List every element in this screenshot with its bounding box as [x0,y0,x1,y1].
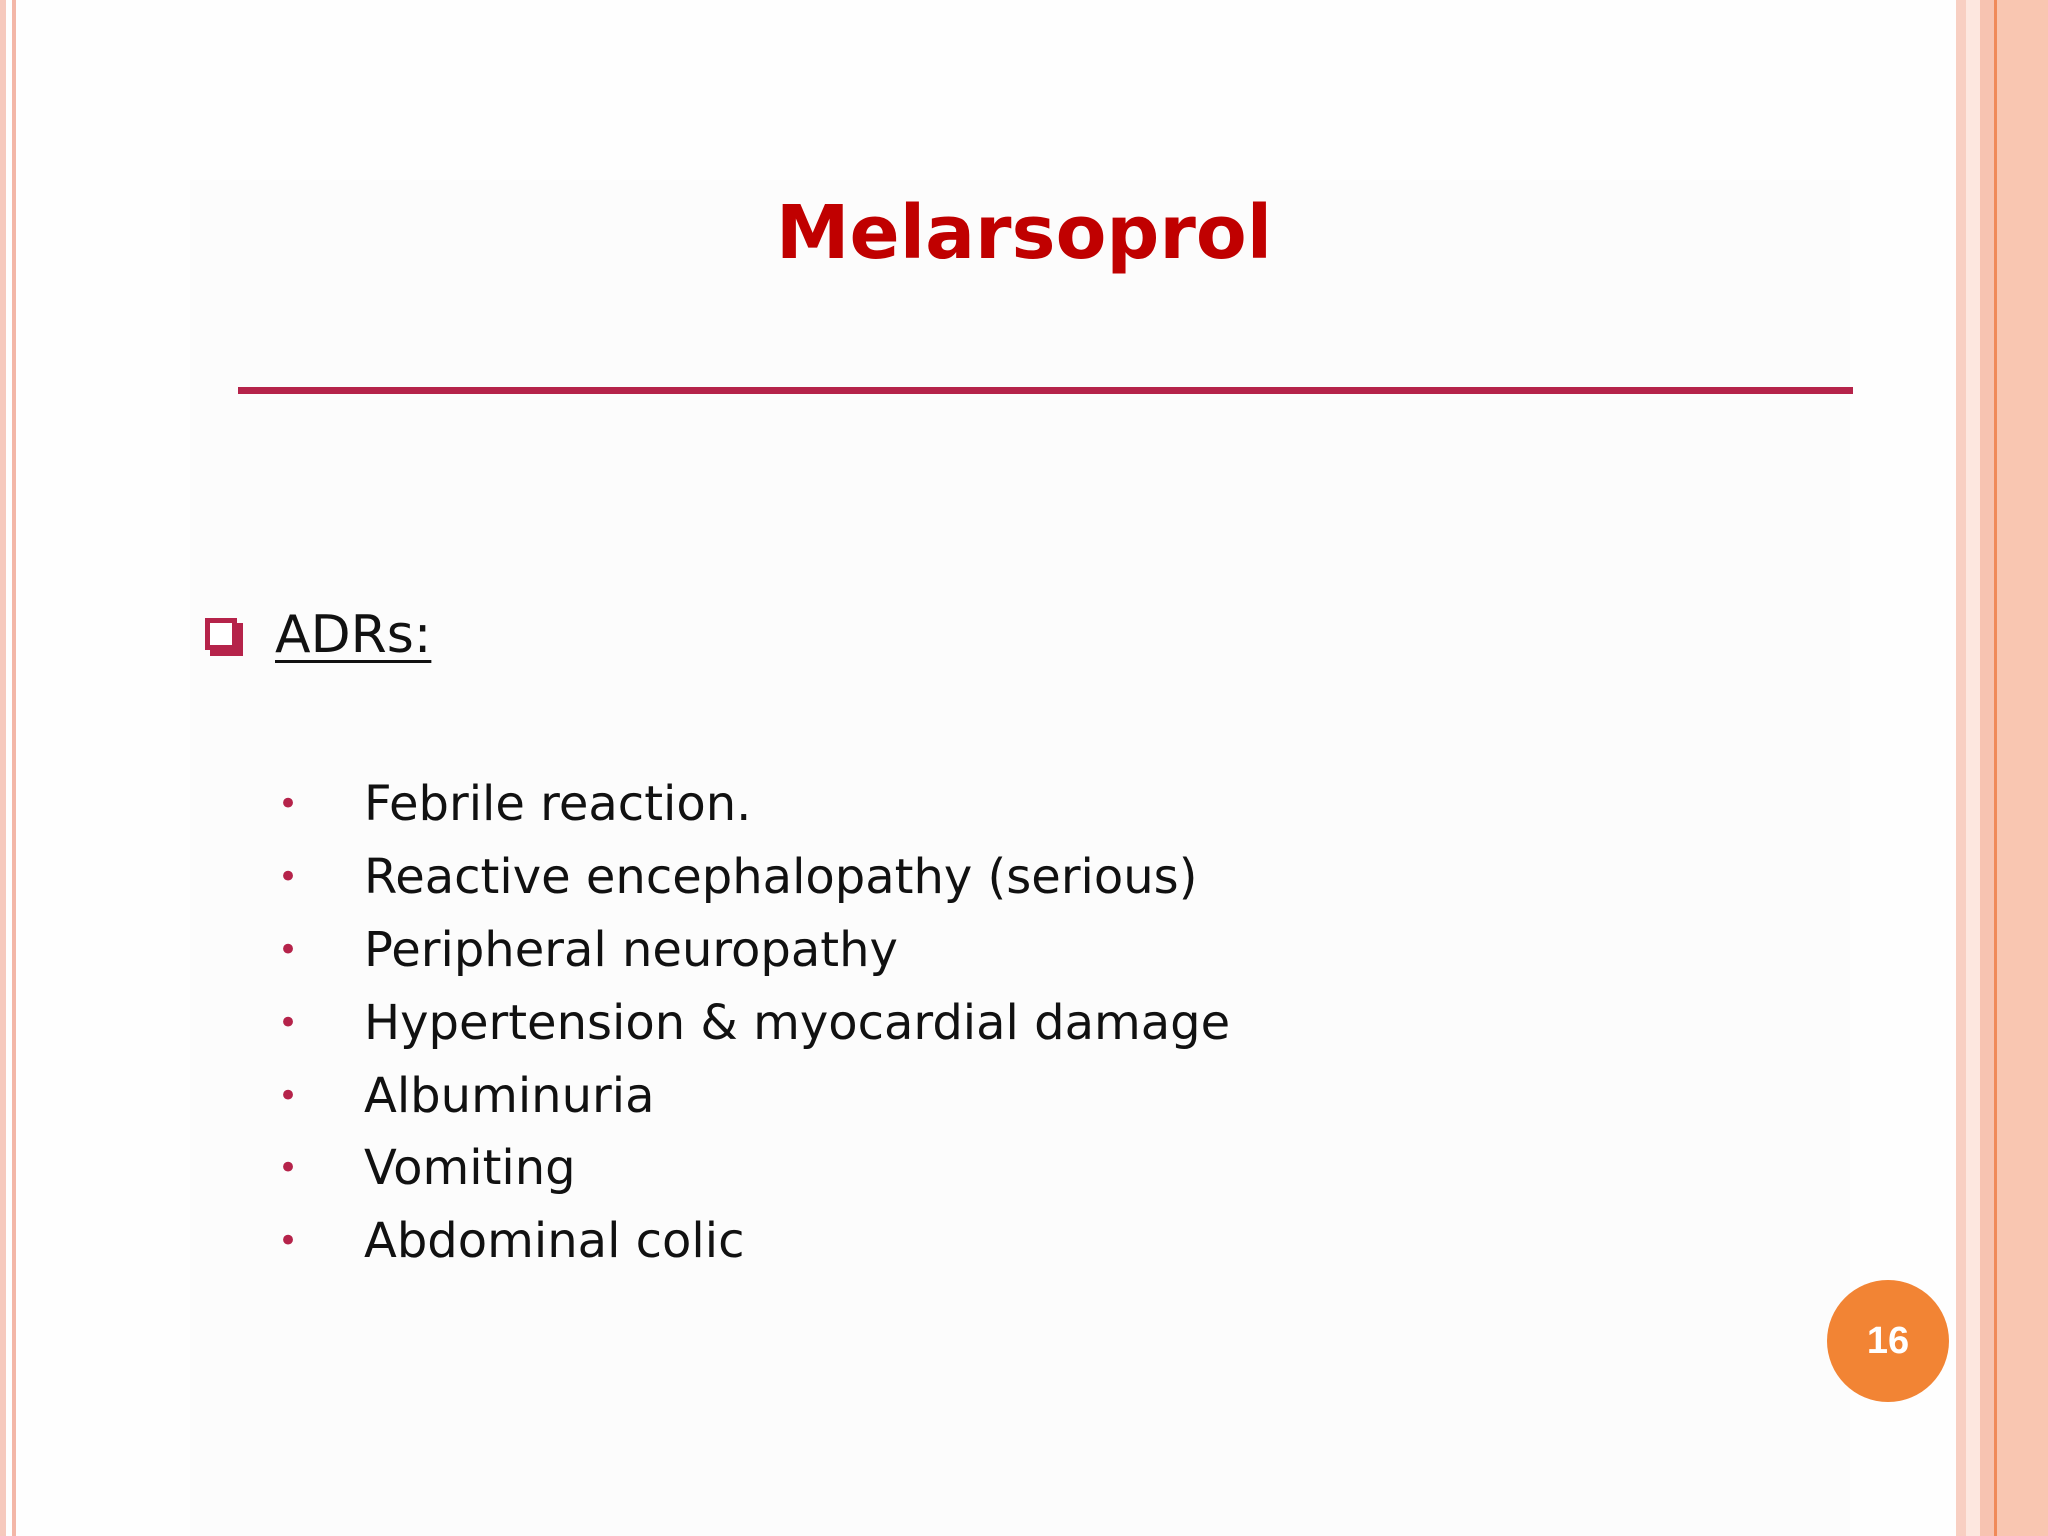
title-divider [238,387,1853,394]
checkbox-icon [205,618,239,652]
list-item-text: Albuminuria [364,1067,655,1124]
page-number: 16 [1866,1319,1910,1362]
bullet-dot-icon: • [278,784,299,825]
list-item-text: Peripheral neuropathy [364,921,898,978]
list-item-text: Febrile reaction. [364,776,752,833]
bullet-dot-icon: • [278,857,299,898]
checkbox-icon-box [205,618,237,650]
list-item [278,986,1230,1059]
bullet-dot-icon: • [278,1221,299,1262]
bullet-dot-icon: • [278,1002,299,1043]
page-number-badge [1827,1280,1949,1402]
list-item [278,1059,1230,1132]
section-label: ADRs: [275,605,432,665]
list-item [278,841,1230,914]
list-item-text: Abdominal colic [364,1213,745,1270]
list-item-text: Hypertension & myocardial damage [364,994,1231,1051]
list-item [278,914,1230,987]
slide-title: Melarsoprol [775,190,1273,276]
section-heading [205,600,431,670]
bullet-dot-icon: • [278,1075,299,1116]
list-item-text: Vomiting [364,1140,576,1197]
adr-list [278,768,1230,1278]
bullet-dot-icon: • [278,1148,299,1189]
list-item [278,768,1230,841]
list-item-text: Reactive encephalopathy (serious) [364,849,1198,906]
list-item [278,1132,1230,1205]
bullet-dot-icon: • [278,929,299,970]
list-item [278,1205,1230,1278]
